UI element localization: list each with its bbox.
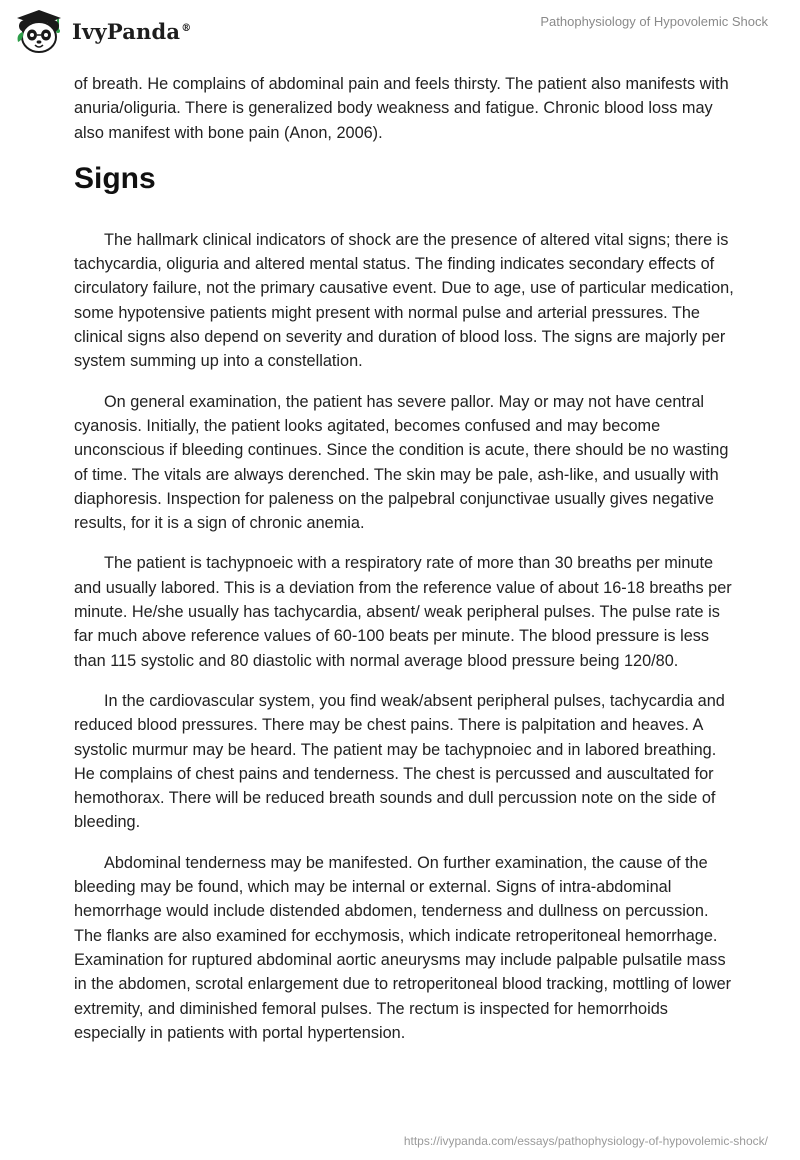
page-header bbox=[0, 0, 800, 70]
body-paragraph: Abdominal tenderness may be manifested. On further examination, the cause of the bleeding may be found, which may be internal or external. Signs of intra-abdominal hemorrhage would include distended abdomen, tenderness and dullness on percussion. The flanks are also examined for ecchymosis, which indicate retroperitoneal hemorrhage. Examination for ruptured abdominal aortic aneurysms may include palpable pulsatile mass in the abdomen, scrotal enlargement due to retroperitoneal blood tracking, mottling of lower extremity, and diminished femoral pulses. The rectum is inspected for hemorrhoids especially in patients with portal hypertension. bbox=[74, 853, 732, 1042]
body-paragraph: On general examination, the patient has severe pallor. May or may not have central cyanosis. Initially, the patient looks agitated, becomes confused and may become unconscious if bleeding continues. Since the condition is acute, there should be no wasting of time. The vitals are always derenched. The skin may be pale, ash-like, and usually with diaphoresis. Inspection for paleness on the palpebral conjunctivae usually gives negative results, for it is a sign of chronic anemia. bbox=[74, 392, 729, 533]
brand-logo[interactable] bbox=[14, 8, 191, 54]
document-title: Pathophysiology of Hypovolemic Shock bbox=[540, 14, 768, 29]
source-url[interactable]: https://ivypanda.com/essays/pathophysiology-of-hypovolemic-shock/ bbox=[403, 1134, 768, 1148]
brand-name: IvyPanda® bbox=[72, 18, 192, 44]
body-paragraph: In the cardiovascular system, you find weak/absent peripheral pulses, tachycardia and reduced blood pressures. There may be chest pains. There is palpitation and heaves. A systolic murmur may be heard. The patient may be tachypnoiec and in labored breathing. He complains of chest pains and tenderness. The chest is percussed and auscultated for hemothorax. There will be reduced breath sounds and dull percussion note on the side of bleeding. bbox=[74, 691, 725, 832]
essay-body bbox=[74, 72, 734, 1061]
body-paragraph: The hallmark clinical indicators of shock are the presence of altered vital signs; there is tachycardia, oliguria and altered mental status. The finding indicates secondary effects of circulatory failure, not the primary causative event. Due to age, use of particular medication, some hypotensive patients might present with normal pulse and arterial pressures. The clinical signs also depend on severity and duration of blood loss. The signs are majorly per system summing up into a constellation. bbox=[74, 230, 734, 371]
body-paragraph: The patient is tachypnoeic with a respiratory rate of more than 30 breaths per minute and usually labored. This is a deviation from the reference value of about 16-18 breaths per minute. He/she usually has tachycardia, absent/ weak peripheral pulses. The pulse rate is far much above reference values of 60-100 beats per minute. The blood pressure is less than 115 systolic and 80 diastolic with normal average blood pressure being 120/80. bbox=[74, 554, 732, 670]
section-heading: Signs bbox=[74, 161, 156, 195]
intro-paragraph: of breath. He complains of abdominal pain and feels thirsty. The patient also manifests with anuria/oliguria. There is generalized body weakness and fatigue. Chronic blood loss may also manifest with bone pain (Anon, 2006). bbox=[74, 75, 729, 142]
panda-graduate-logo-icon bbox=[14, 8, 64, 54]
